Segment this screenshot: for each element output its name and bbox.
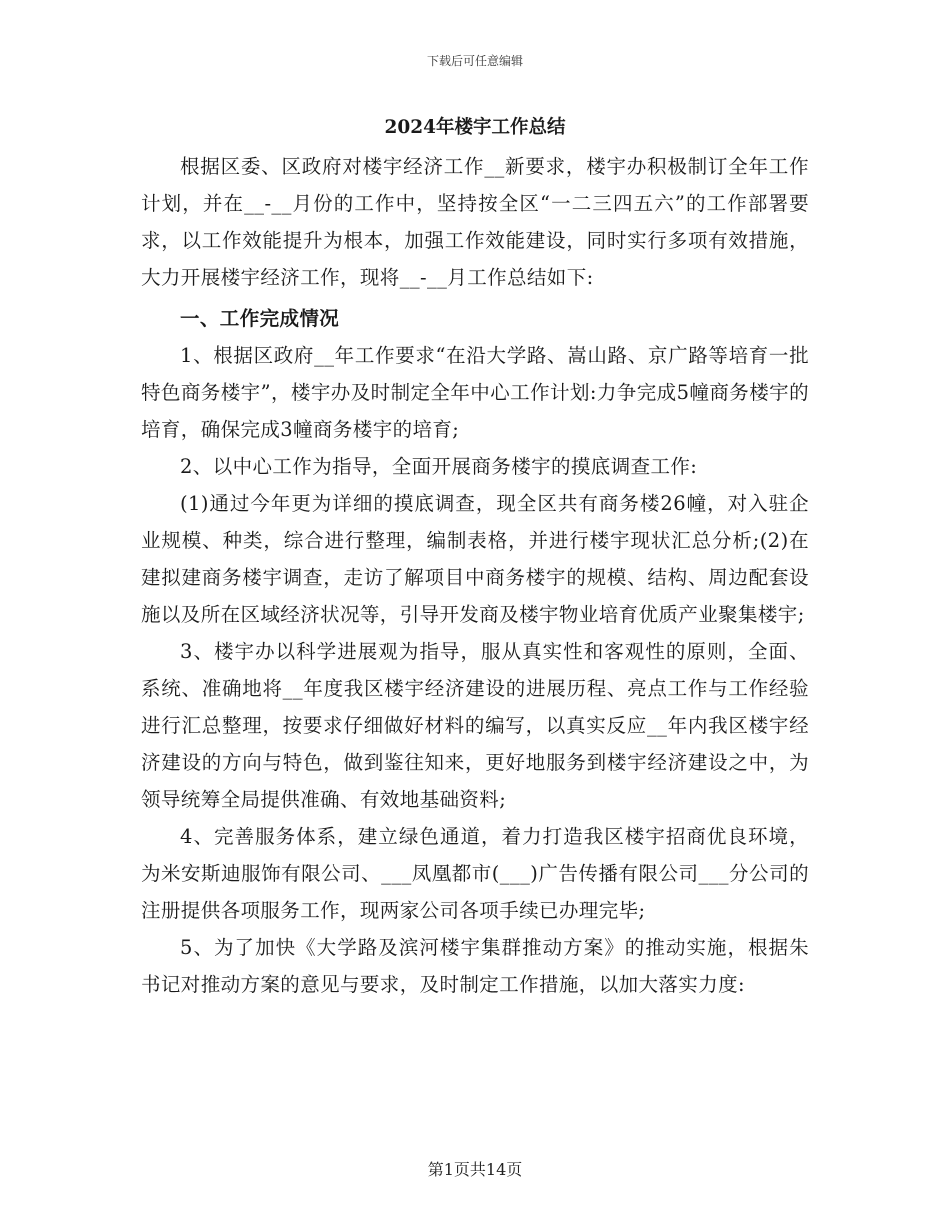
paragraph-4: 4、完善服务体系，建立绿色通道，着力打造我区楼宇招商优良环境，为米安斯迪服饰有限公司、___凤凰都市(___)广告传播有限公司___分公司的注册提供各项服务工作，现两家公司各项手续已办理完毕;: [141, 825, 809, 922]
document-title: 2024年楼宇工作总结: [384, 117, 566, 138]
section-heading: 一、工作完成情况: [180, 307, 340, 330]
paragraph-2: 2、以中心工作为指导，全面开展商务楼宇的摸底调查工作:: [180, 455, 698, 478]
page-number: 第1页共14页: [427, 1160, 523, 1179]
intro-paragraph: 根据区委、区政府对楼宇经济工作__新要求，楼宇办积极制订全年工作计划，并在__-__月份的工作中，坚持按全区“一二三四五六”的工作部署要求，以工作效能提升为根本，加强工作效能建设，同时实行多项有效措施，大力开展楼宇经济工作，现将__-__月工作总结如下:: [141, 155, 809, 289]
page-header: 下载后可任意编辑: [426, 54, 523, 68]
paragraph-2-detail: (1)通过今年更为详细的摸底调查，现全区共有商务楼26幢，对入驻企业规模、种类，综合进行整理，编制表格，并进行楼宇现状汇总分析;(2)在建拟建商务楼宇调查，走访了解项目中商务楼宇的规模、结构、周边配套设施以及所在区域经济状况等，引导开发商及楼宇物业培育优质产业聚集楼宇;: [141, 492, 809, 626]
paragraph-3: 3、楼宇办以科学进展观为指导，服从真实性和客观性的原则，全面、系统、准确地将__年度我区楼宇经济建设的进展历程、亮点工作与工作经验进行汇总整理，按要求仔细做好材料的编写，以真实反应__年内我区楼宇经济建设的方向与特色，做到鉴往知来，更好地服务到楼宇经济建设之中，为领导统筹全局提供准确、有效地基础资料;: [141, 640, 809, 811]
paragraph-1: 1、根据区政府__年工作要求“在沿大学路、嵩山路、京广路等培育一批特色商务楼宇”，楼宇办及时制定全年中心工作计划:力争完成5幢商务楼宇的培育，确保完成3幢商务楼宇的培育;: [141, 344, 809, 441]
paragraph-5: 5、为了加快《大学路及滨河楼宇集群推动方案》的推动实施，根据朱书记对推动方案的意见与要求，及时制定工作措施，以加大落实力度:: [141, 936, 809, 996]
document-body: [141, 112, 809, 1003]
